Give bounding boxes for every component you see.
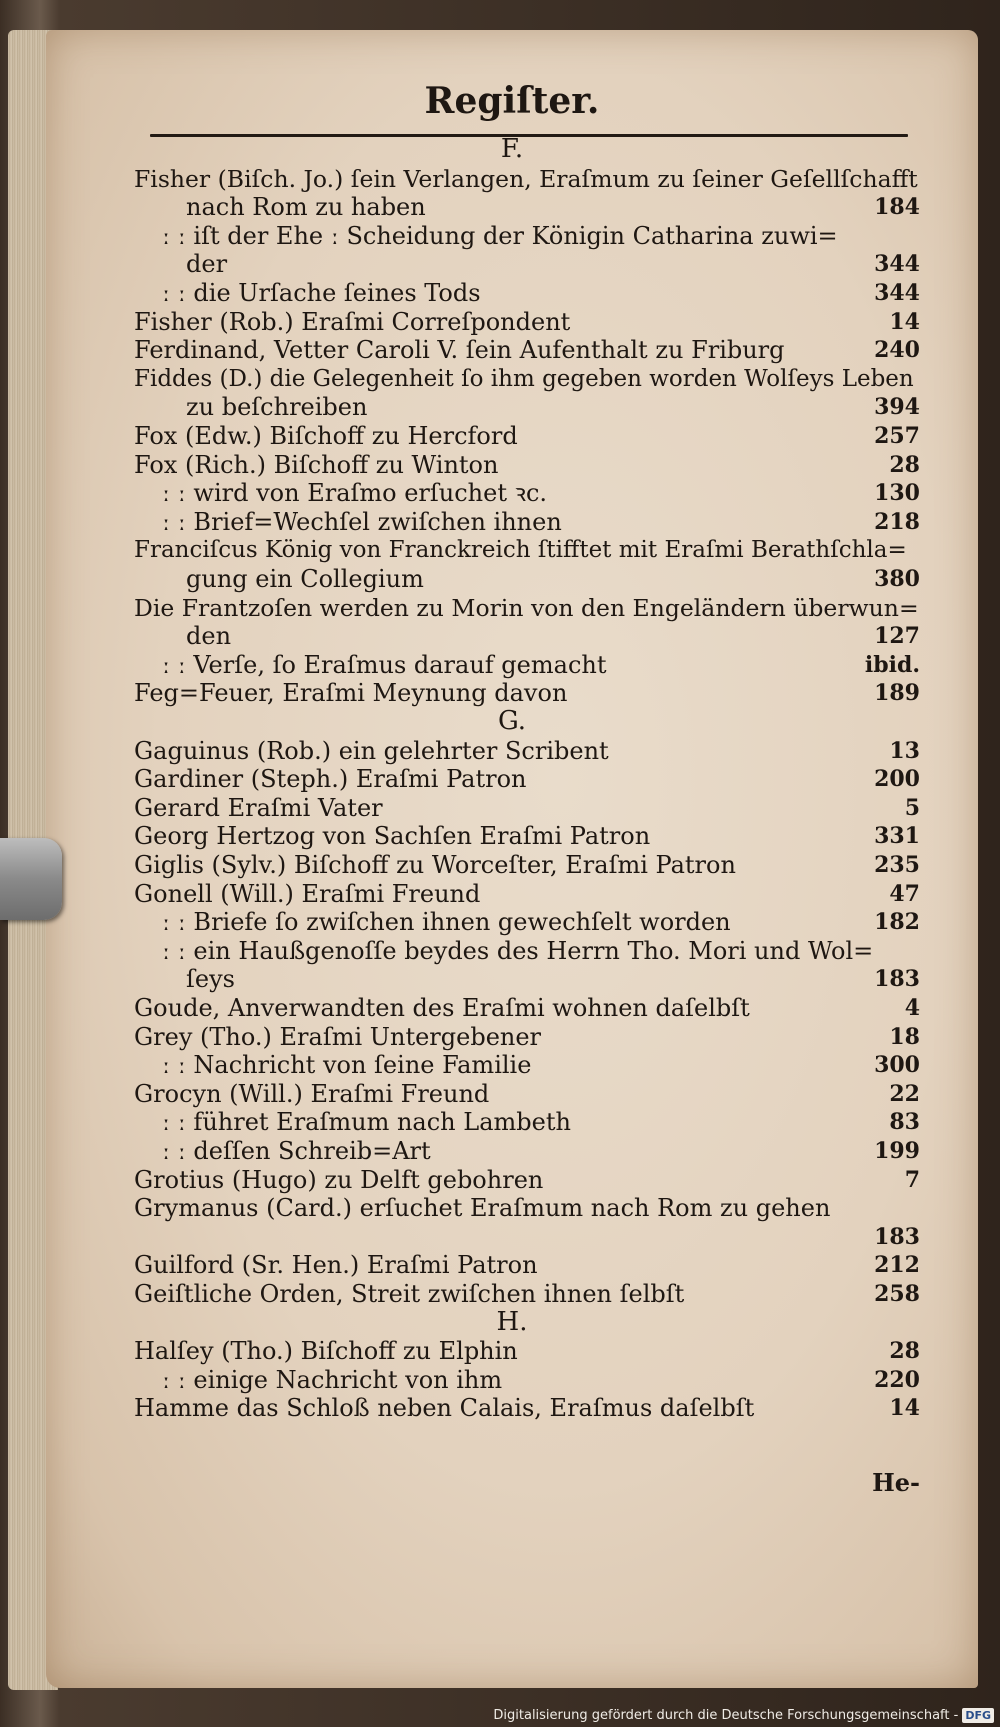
entry-page: 344: [874, 251, 920, 278]
entry-text: Guilford (Sr. Hen.) Eraſmi Patron: [134, 1251, 538, 1280]
index-entry: [46, 1080, 978, 1108]
index-entry: [46, 536, 978, 564]
entry-page: 240: [874, 337, 920, 364]
entry-text: nach Rom zu haben: [186, 193, 426, 222]
entry-text: Grymanus (Card.) erſuchet Eraſmum nach Rom zu gehen: [134, 1194, 831, 1223]
index-entry: [46, 479, 978, 507]
entry-page: 183: [874, 966, 920, 993]
index-entry: [46, 1223, 978, 1251]
entry-page: 184: [874, 194, 920, 221]
entry-text: Gerard Eraſmi Vater: [134, 793, 383, 822]
entry-text: Fox (Rich.) Biſchoff zu Winton: [134, 450, 499, 479]
entry-page: 182: [874, 909, 920, 936]
entry-text: ː ː ein Haußgenoſſe beydes des Herrn Tho. Mori und Wol=: [162, 936, 874, 965]
entry-text: Feg=Feuer, Eraſmi Meynung davon: [134, 679, 568, 708]
index-entry: [46, 222, 978, 250]
entry-text: Fiddes (D.) die Gelegenheit ſo ihm gegeben worden Wolſeys Leben: [134, 365, 914, 392]
index-entry: [46, 737, 978, 765]
index-entry: [46, 1166, 978, 1194]
entry-text: gung ein Collegium: [186, 565, 424, 593]
entry-page: 28: [889, 1338, 920, 1365]
entry-text: Gonell (Will.) Eraſmi Freund: [134, 879, 481, 908]
entry-page: 344: [874, 280, 920, 306]
entry-text: Hamme das Schloß neben Calais, Eraſmus daſelbſt: [134, 1394, 755, 1423]
index-entry: [46, 594, 978, 622]
entry-page: 22: [889, 1080, 920, 1107]
index-entry: [46, 1051, 978, 1079]
entry-text: ː ː Briefe ſo zwiſchen ihnen gewechſelt worden: [162, 908, 731, 937]
index-entry: [46, 336, 978, 364]
entry-page: 189: [874, 680, 920, 707]
entry-page: 83: [889, 1109, 920, 1136]
entry-text: Georg Hertzog von Sachſen Eraſmi Patron: [134, 822, 651, 851]
entry-text: ː ː wird von Eraſmo erſuchet ꝛc.: [162, 479, 548, 508]
index-entry: [46, 508, 978, 536]
entry-text: Goude, Anverwandten des Eraſmi wohnen daſelbſt: [134, 994, 750, 1022]
index-entry: [46, 308, 978, 336]
entry-text: Gaguinus (Rob.) ein gelehrter Scribent: [134, 736, 609, 765]
credit-text: Digitalisierung gefördert durch die Deutsche Forschungsgemeinschaft -: [493, 1708, 959, 1723]
entry-page: 28: [889, 451, 920, 478]
index-entry: [46, 1251, 978, 1279]
entry-page: 130: [874, 480, 920, 507]
entry-text: Fox (Edw.) Biſchoff zu Hercford: [134, 422, 518, 450]
index-entry: [46, 1108, 978, 1136]
entry-text: Fisher (Rob.) Eraſmi Correſpondent: [134, 307, 571, 336]
entry-text: Die Frantzoſen werden zu Morin von den Engeländern überwun=: [134, 593, 919, 622]
index-entry: [46, 1023, 978, 1051]
entry-page: 14: [889, 308, 920, 335]
entry-page: 380: [874, 566, 920, 592]
entry-text: Grocyn (Will.) Eraſmi Freund: [134, 1079, 490, 1108]
entry-page: 394: [874, 394, 920, 421]
dfg-logo-icon: DFG: [962, 1708, 994, 1723]
entry-page: 258: [874, 1281, 920, 1307]
entry-text: Giglis (Sylv.) Biſchoff zu Worceſter, Eraſmi Patron: [134, 851, 736, 879]
index-entry: [46, 965, 978, 993]
index-entry: [46, 250, 978, 278]
entry-page: 331: [874, 823, 920, 850]
entry-text: ː ː Nachricht von ſeine Familie: [162, 1051, 532, 1080]
entry-text: ː ː Brief=Wechſel zwiſchen ihnen: [162, 507, 562, 536]
entry-text: Halſey (Tho.) Biſchoff zu Elphin: [134, 1337, 518, 1366]
entry-page: 183: [874, 1223, 920, 1250]
entry-text: Fisher (Biſch. Jo.) ſein Verlangen, Eraſmum zu ſeiner Geſellſchafft: [134, 164, 918, 193]
entry-page: 199: [874, 1138, 920, 1164]
entry-page: 14: [889, 1395, 920, 1422]
entry-text: ː ː führet Eraſmum nach Lambeth: [162, 1108, 571, 1137]
entry-page: 7: [904, 1166, 920, 1193]
entry-text: ː ː iſt der Ehe ː Scheidung der Königin Catharina zuwi=: [162, 221, 838, 250]
entry-text: zu beſchreiben: [186, 393, 368, 422]
entry-text: ː ː deſſen Schreib=Art: [162, 1137, 431, 1165]
index-entry: [46, 451, 978, 479]
entry-page: 220: [874, 1366, 920, 1393]
entry-page: 47: [889, 880, 920, 907]
index-entry: [46, 794, 978, 822]
index-entry: [46, 279, 978, 307]
index-entry: [46, 851, 978, 879]
entry-page: 200: [874, 766, 920, 793]
index-entry: [46, 822, 978, 850]
page-clip: [0, 838, 62, 920]
entry-page: 218: [874, 508, 920, 535]
entry-text: Gardiner (Steph.) Eraſmi Patron: [134, 765, 527, 794]
entry-page: 235: [874, 852, 920, 878]
digitization-credit: [493, 1708, 994, 1723]
catchword: He-: [872, 1468, 920, 1497]
index-entry: [46, 1394, 978, 1422]
entry-page: 18: [889, 1023, 920, 1050]
entry-page: 5: [904, 794, 920, 821]
index-entry: [46, 880, 978, 908]
entry-text: der: [186, 250, 228, 279]
entry-text: ː ː einige Nachricht von ihm: [162, 1365, 503, 1394]
index-entry: [46, 1280, 978, 1308]
index-entry: [46, 651, 978, 679]
index-entry: [46, 1366, 978, 1394]
entry-text: Franciſcus König von Franckreich ſtifftet mit Eraſmi Berathſchla=: [134, 537, 907, 564]
index-entry: [46, 1337, 978, 1365]
index-entry: [46, 622, 978, 650]
entry-text: ː ː die Urſache ſeines Tods: [162, 279, 481, 307]
index-entry: [46, 994, 978, 1022]
section-letter: G.: [497, 706, 527, 736]
index-entry: [46, 908, 978, 936]
entry-page: 13: [889, 737, 920, 764]
entry-text: Geiſtliche Orden, Streit zwiſchen ihnen ſelbſt: [134, 1280, 685, 1308]
entry-text: ſeys: [186, 965, 235, 994]
index-entry: [46, 1194, 978, 1222]
page-sheet: [46, 30, 978, 1688]
index-entry: [46, 393, 978, 421]
entry-page: 4: [904, 995, 920, 1021]
index-entry: [46, 679, 978, 707]
page-title: Regiſter.: [424, 80, 600, 122]
index-entry: [46, 365, 978, 393]
entry-page: 257: [874, 423, 920, 449]
index-entry: [46, 565, 978, 593]
index-entry: [46, 1137, 978, 1165]
index-entry: [46, 193, 978, 221]
entry-text: Grotius (Hugo) zu Delft gebohren: [134, 1165, 544, 1194]
section-letter: H.: [496, 1306, 528, 1337]
entry-text: Ferdinand, Vetter Caroli V. ſein Aufenthalt zu Friburg: [134, 336, 785, 365]
entry-text: ː ː Verſe, ſo Eraſmus darauf gemacht: [162, 650, 607, 679]
entry-text: den: [186, 622, 232, 651]
index-entry: [46, 165, 978, 193]
index-entry: [46, 765, 978, 793]
index-entry: [46, 422, 978, 450]
section-letter: F.: [500, 134, 524, 164]
entry-text: Grey (Tho.) Eraſmi Untergebener: [134, 1022, 542, 1051]
entry-page: 127: [874, 623, 920, 650]
entry-page: 212: [874, 1252, 920, 1279]
entry-page: ibid.: [864, 651, 920, 678]
index-entry: [46, 937, 978, 965]
entry-page: 300: [874, 1052, 920, 1079]
